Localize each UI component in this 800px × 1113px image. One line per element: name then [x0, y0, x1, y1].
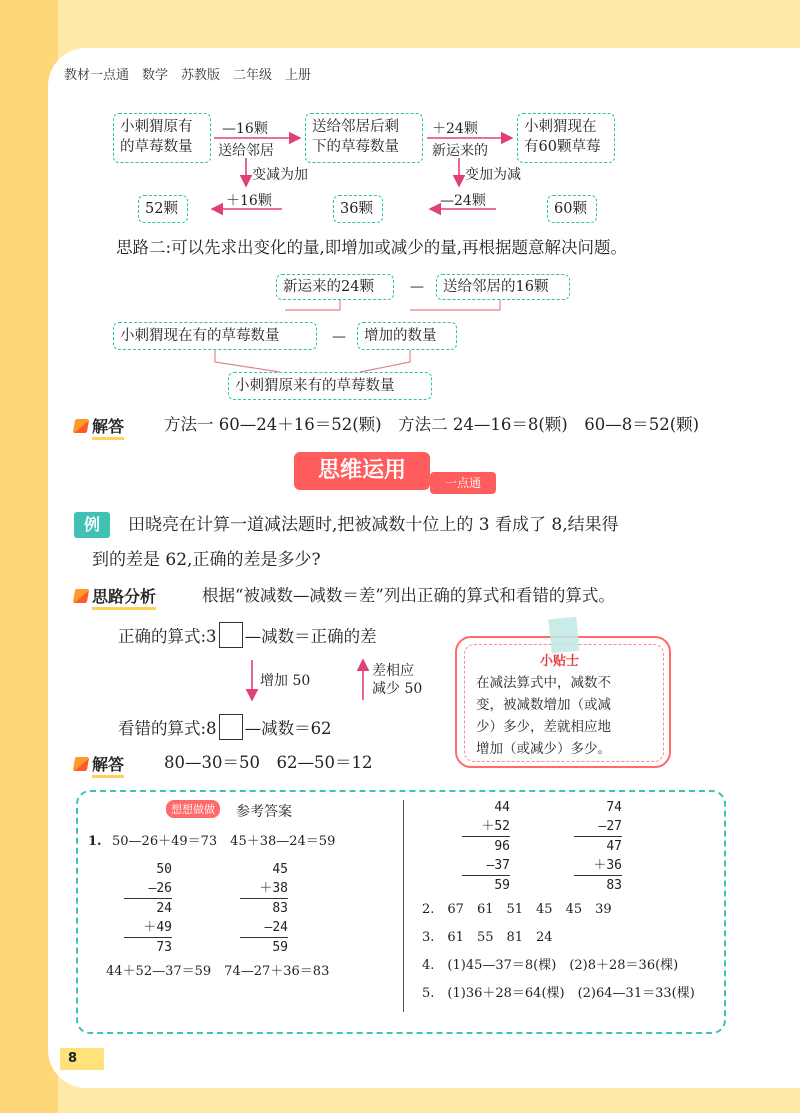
- analysis-tag: 思路分析: [74, 584, 156, 607]
- q1-line2: 44＋52—37＝59 74—27＋36＝83: [106, 964, 330, 979]
- box-now-count: 小刺猬现在 有60颗草莓: [517, 113, 615, 163]
- correct-formula: 正确的算式:3 —减数＝正确的差: [118, 622, 377, 649]
- label-plus24: ＋24颗: [432, 121, 478, 137]
- minus-sign-2: —: [332, 329, 346, 345]
- idea2-text: 思路二:可以先求出变化的量,即增加或减少的量,再根据题意解决问题。: [116, 238, 628, 257]
- label-diff-line2: 减少 50: [372, 681, 423, 697]
- label-minus16: —16颗: [222, 121, 268, 137]
- banner-sub: 一点通: [430, 472, 496, 494]
- think-do-tag: 想想做做: [166, 800, 220, 818]
- box-gave-16: 送给邻居的16颗: [436, 274, 570, 300]
- result-52: 52颗: [138, 195, 188, 223]
- running-header: 教材一点通 数学 苏教版 二年级 上册: [64, 68, 312, 83]
- box-original-count: 小刺猬原有 的草莓数量: [113, 113, 211, 163]
- result-36: 36颗: [333, 195, 383, 223]
- tip-line-3: 少）多少，差就相应地: [476, 719, 611, 735]
- answer2-text: 80—30＝50 62—50＝12: [164, 753, 373, 772]
- box-new-24: 新运来的24颗: [276, 274, 394, 300]
- vertical-calc-1: 50 —26 24 ＋49 73: [124, 860, 172, 957]
- analysis-text: 根据“被减数—减数＝差”列出正确的算式和看错的算式。: [202, 586, 615, 605]
- label-change-to-subtract: 变加为减: [465, 167, 521, 183]
- tip-line-1: 在减法算式中，减数不: [476, 675, 611, 691]
- tip-line-2: 变，被减数增加（或减: [476, 697, 611, 713]
- answer1-text: 方法一 60—24＋16＝52(颗) 方法二 24—16＝8(颗) 60—8＝52(颗): [164, 415, 700, 434]
- answer-tag-1: 解答: [74, 414, 124, 437]
- vertical-calc-4: 74 —27 47 ＋36 83: [574, 798, 622, 895]
- label-minus24: —24颗: [440, 193, 486, 209]
- q1-line: 50—26＋49＝73 45＋38—24＝59: [112, 834, 336, 849]
- label-diff-line1: 差相应: [372, 663, 414, 679]
- q5-line: 5. (1)36＋28＝64(棵) (2)64—31＝33(棵): [422, 986, 695, 1001]
- page-number: 8: [60, 1048, 104, 1070]
- vertical-calc-2: 45 ＋38 83 —24 59: [240, 860, 288, 957]
- ref-title: 参考答案: [236, 804, 292, 820]
- result-60: 60颗: [547, 195, 597, 223]
- tip-title: 小贴士: [540, 654, 580, 669]
- example-line1: 田晓亮在计算一道减法题时,把被减数十位上的 3 看成了 8,结果得: [128, 515, 619, 535]
- box-after-giving: 送给邻居后剩 下的草莓数量: [305, 113, 423, 163]
- q3-line: 3. 61 55 81 24: [422, 930, 553, 945]
- minus-sign-1: —: [410, 279, 424, 295]
- vertical-calc-3: 44 ＋52 96 —37 59: [462, 798, 510, 895]
- tape-decoration: [548, 617, 579, 654]
- column-divider: [403, 800, 404, 1012]
- box-original-total: 小刺猬原来有的草莓数量: [228, 372, 432, 400]
- tip-line-4: 增加（或减少）多少。: [476, 741, 611, 757]
- section-banner: 思维运用: [294, 452, 430, 490]
- q2-line: 2. 67 61 51 45 45 39: [422, 902, 612, 917]
- q4-line: 4. (1)45—37＝8(棵) (2)8＋28＝36(棵): [422, 958, 679, 973]
- label-plus16: ＋16颗: [226, 193, 272, 209]
- label-new-arrival: 新运来的: [432, 143, 488, 159]
- blank-box-2: [219, 714, 243, 740]
- example-line2: 到的差是 62,正确的差是多少?: [92, 550, 321, 570]
- label-change-to-add: 变减为加: [252, 167, 308, 183]
- wrong-formula: 看错的算式:8 —减数＝62: [118, 714, 332, 741]
- answer-tag-2: 解答: [74, 752, 124, 775]
- label-give-neighbor: 送给邻居: [218, 143, 274, 159]
- pencil-icon: [73, 757, 89, 771]
- box-now-total: 小刺猬现在有的草莓数量: [113, 322, 317, 350]
- box-increase: 增加的数量: [357, 322, 457, 350]
- q1-label: 1.: [88, 834, 102, 849]
- example-tag: 例: [74, 512, 110, 538]
- label-increase50: 增加 50: [260, 673, 311, 689]
